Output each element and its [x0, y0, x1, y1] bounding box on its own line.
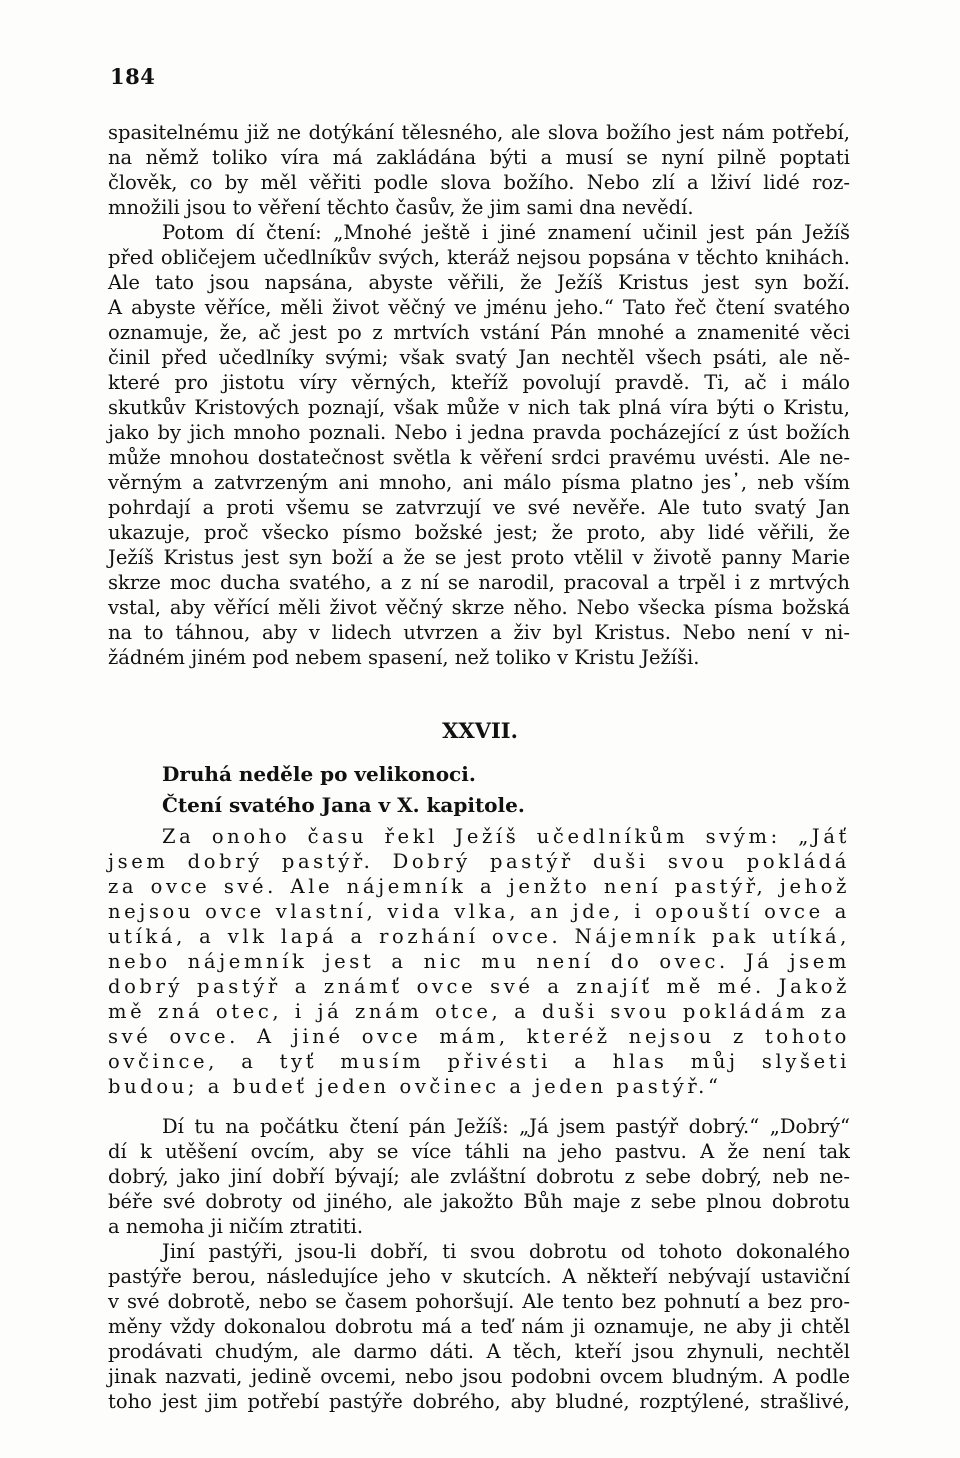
- text-line: jako by jich mnoho poznali. Nebo i jedna pravda pocházející z úst božích: [108, 421, 850, 444]
- text-line: žádném jiném pod nebem spasení, než toliko v Kristu Ježíši.: [108, 646, 700, 669]
- text-line: oznamuje, že, ač jest po z mrtvích vstání Pán mnohé a znamenité věci: [108, 321, 850, 344]
- text-line: vstal, aby věřící měli život věčný skrze něho. Nebo všecka písma božská: [108, 596, 850, 619]
- text-line: Ježíš Kristus jest syn boží a že se jest proto vtělil v životě panny Marie: [108, 546, 850, 569]
- text-line: pastýře berou, následujíce jeho v skutcích. A někteří nebývají ustaviční: [108, 1265, 850, 1288]
- text-line: A abyste věříce, měli život věčný ve jménu jeho.“ Tato řeč čtení svatého: [108, 296, 850, 319]
- text-line: jinak nazvati, jedině ovcemi, nebo jsou podobni ovcem bludným. A podle: [108, 1365, 850, 1388]
- text-line: a nemoha ji ničím ztratiti.: [108, 1215, 364, 1238]
- text-line: množili jsou to věření těchto časův, že jim sami dna nevědí.: [108, 196, 694, 219]
- text-line: dí k utěšení ovcím, aby se více táhli na jeho pastvu. A že není tak: [108, 1140, 850, 1163]
- text-line: Jiní pastýři, jsou-li dobří, ti svou dobrotu od tohoto dokonalého: [162, 1240, 850, 1263]
- text-line: spasitelnému již ne dotýkání tělesného, ale slova božího jest nám potřebí,: [108, 121, 850, 144]
- text-line: dobrý, jako jiní dobří bývají; ale zvláštní dobrotu z sebe dobrý, neb ne-: [108, 1165, 850, 1188]
- text-line: na němž toliko víra má zakládána býti a musí se nyní pilně poptati: [108, 146, 850, 169]
- text-line: člověk, co by měl věřiti podle slova božího. Nebo zlí a lživí lidé roz-: [108, 171, 850, 194]
- gospel-line: za ovce své. Ale nájemník a jenžto není pastýř, jehož: [108, 875, 850, 898]
- page-number: 184: [110, 64, 156, 89]
- text-line: které pro jistotu víry věrných, kteříž povolují pravdě. Ti, ač i málo: [108, 371, 850, 394]
- text-line: Ale tato jsou napsána, abyste věřili, že Ježíš Kristus jest syn boží.: [108, 271, 850, 294]
- text-line: činil před učedlníky svými; však svatý Jan nechtěl všech psáti, ale ně-: [108, 346, 850, 369]
- gospel-line: budou; a budeť jeden ovčinec a jeden pastýř.“: [108, 1075, 722, 1098]
- text-line: béře své dobroty od jiného, ale jakožto Bůh maje z sebe plnou dobrotu: [108, 1190, 850, 1213]
- text-line: věrným a zatvrzeným ani mnoho, ani málo písma platno jes᾿, neb vším: [108, 471, 850, 494]
- text-line: Dí tu na počátku čtení pán Ježíš: „Já jsem pastýř dobrý.“ „Dobrý“: [162, 1115, 850, 1138]
- section-subheading: Čtení svatého Jana v X. kapitole.: [162, 793, 525, 817]
- text-line: měny vždy dokonalou dobrotu má a teď nám ji oznamuje, ne aby ji chtěl: [108, 1315, 850, 1338]
- text-line: skutkův Kristových poznají, však může v nich tak plná víra býti o Kristu,: [108, 396, 850, 419]
- gospel-line: jsem dobrý pastýř. Dobrý pastýř duši svou pokládá: [108, 850, 850, 873]
- gospel-line: dobrý pastýř a známť ovce své a znajíť mě mé. Jakož: [108, 975, 850, 998]
- gospel-line: nejsou ovce vlastní, vida vlka, an jde, i opouští ovce a: [108, 900, 850, 923]
- text-line: v své dobrotě, nebo se časem pohoršují. Ale tento bez pohnutí a bez pro-: [108, 1290, 850, 1313]
- gospel-line: své ovce. A jiné ovce mám, kteréž nejsou z tohoto: [108, 1025, 850, 1048]
- text-line: pohrdají a proti všemu se zatvrzují ve své nevěře. Ale tuto svatý Jan: [108, 496, 850, 519]
- text-line: ukazuje, proč všecko písmo božské jest; že proto, aby lidé věřili, že: [108, 521, 850, 544]
- gospel-line: ovčince, a tyť musím přivésti a hlas můj slyšeti: [108, 1050, 850, 1073]
- section-heading: Druhá neděle po velikonoci.: [162, 762, 476, 786]
- text-line: prodávati chudým, ale darmo dáti. A těch, kteří jsou zhynuli, nechtěl: [108, 1340, 850, 1363]
- chapter-title: XXVII.: [442, 718, 518, 743]
- text-line: může mnohou dostatečnost světla k věření srdci pravému uvésti. Ale ne-: [108, 446, 850, 469]
- text-line: toho jest jim potřebí pastýře dobrého, aby bludné, rozptýlené, strašlivé,: [108, 1390, 850, 1413]
- text-line: skrze moc ducha svatého, a z ní se narodil, pracoval a trpěl i z mrtvých: [108, 571, 850, 594]
- text-line: na to táhnou, aby v lidech utvrzen a živ byl Kristus. Nebo není v ni-: [108, 621, 850, 644]
- gospel-line: Za onoho času řekl Ježíš učedlníkům svým: „Jáť: [162, 825, 850, 848]
- text-line: před obličejem učedlníkův svých, kteráž nejsou popsána v těchto knihách.: [108, 246, 850, 269]
- gospel-line: mě zná otec, i já znám otce, a duši svou pokládám za: [108, 1000, 850, 1023]
- gospel-line: nebo nájemník jest a nic mu není do ovec. Já jsem: [108, 950, 850, 973]
- gospel-line: utíká, a vlk lapá a rozhání ovce. Nájemník pak utíká,: [108, 925, 850, 948]
- text-line: Potom dí čtení: „Mnohé ještě i jiné znamení učinil jest pán Ježíš: [162, 221, 850, 244]
